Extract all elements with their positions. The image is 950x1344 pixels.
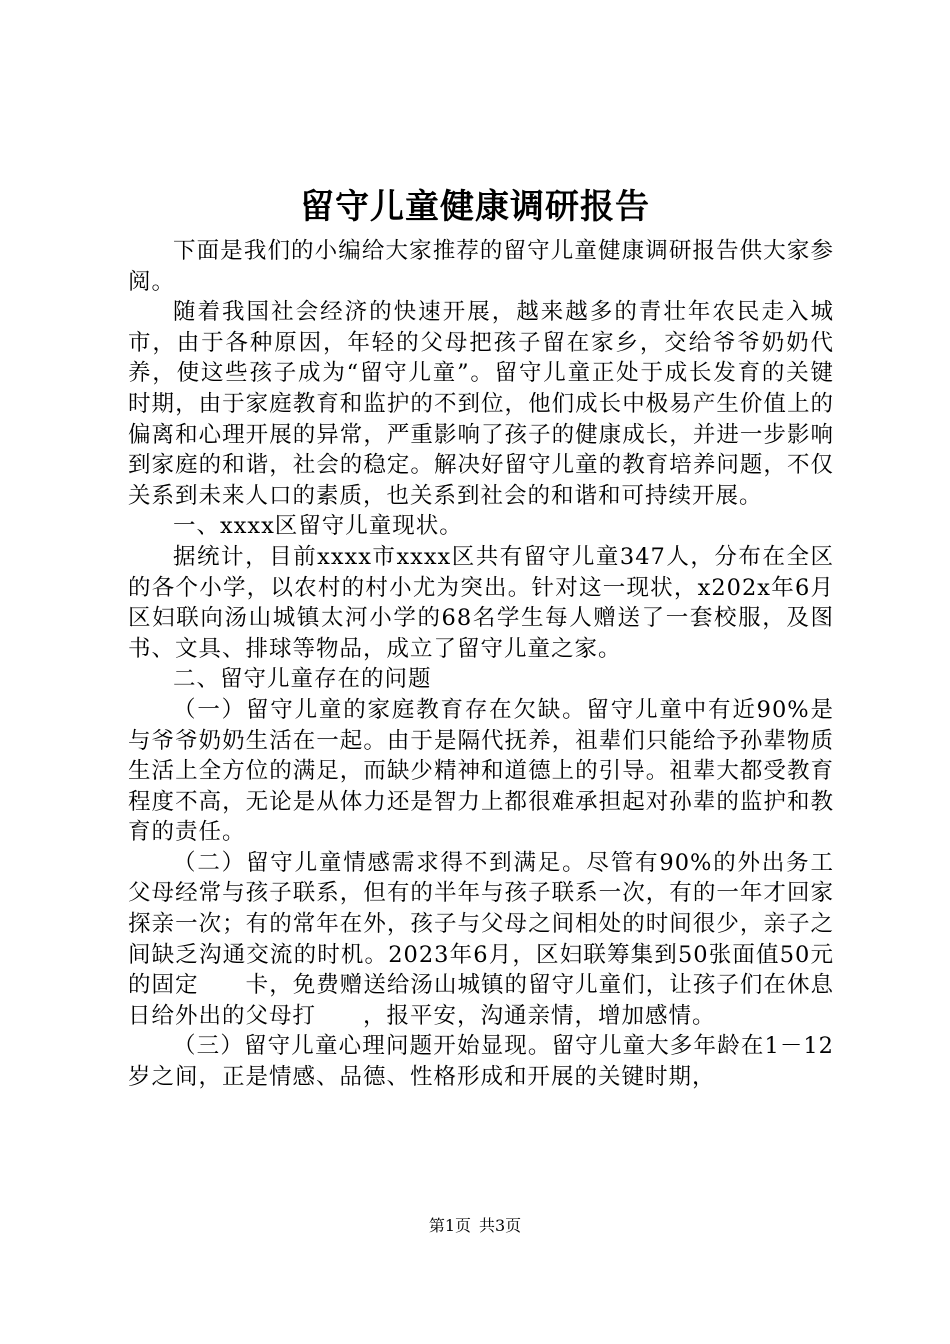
problem-1-paragraph: （一）留守儿童的家庭教育存在欠缺。留守儿童中有近90%是与爷爷奶奶生活在一起。由于是隔代抚养，祖辈们只能给予孙辈物质生活上全方位的满足，而缺少精神和道德上的引导。祖辈大都受教育程度不高，无论是从体力还是智力上都很难承担起对孙辈的监护和教育的责任。	[128, 696, 834, 846]
problem-2-paragraph: （二）留守儿童情感需求得不到满足。尽管有90%的外出务工父母经常与孩子联系，但有的半年与孩子联系一次，有的一年才回家探亲一次；有的常年在外，孩子与父母之间相处的时间很少，亲子之间缺乏沟通交流的时机。2023年6月，区妇联筹集到50张面值50元的固定 卡，免费赠送给汤山城镇的留守儿童们，让孩子们在休息日给外出的父母打 ，报平安，沟通亲情，增加感情。	[128, 849, 834, 1029]
status-paragraph: 据统计，目前xxxx市xxxx区共有留守儿童347人，分布在全区的各个小学，以农村的村小尤为突出。针对这一现状，x202x年6月区妇联向汤山城镇太河小学的68名学生每人赠送了一套校服，及图书、文具、排球等物品，成立了留守儿童之家。	[128, 543, 834, 662]
page-footer	[0, 1214, 950, 1238]
background-paragraph: 随着我国社会经济的快速开展，越来越多的青壮年农民走入城市，由于各种原因，年轻的父母把孩子留在家乡，交给爷爷奶奶代养，使这些孩子成为“留守儿童”。留守儿童正处于成长发育的关键时期，由于家庭教育和监护的不到位，他们成长中极易产生价值上的偏离和心理开展的异常，严重影响了孩子的健康成长，并进一步影响到家庭的和谐，社会的稳定。解决好留守儿童的教育培养问题，不仅关系到未来人口的素质，也关系到社会的和谐和可持续开展。	[128, 299, 834, 509]
intro-paragraph: 下面是我们的小编给大家推荐的留守儿童健康调研报告供大家参阅。	[128, 238, 834, 295]
problem-3-paragraph: （三）留守儿童心理问题开始显现。留守儿童大多年龄在1－12岁之间，正是情感、品德、性格形成和开展的关键时期，	[128, 1033, 834, 1091]
page-number-total: 共3页	[479, 1216, 522, 1235]
section-heading-status: 一、xxxx区留守儿童现状。	[173, 513, 463, 540]
document-title: 留守儿童健康调研报告	[300, 187, 650, 227]
section-heading-problems: 二、留守儿童存在的问题	[173, 666, 432, 693]
page-number-current: 第1页	[428, 1216, 471, 1235]
document-body	[128, 236, 834, 1093]
